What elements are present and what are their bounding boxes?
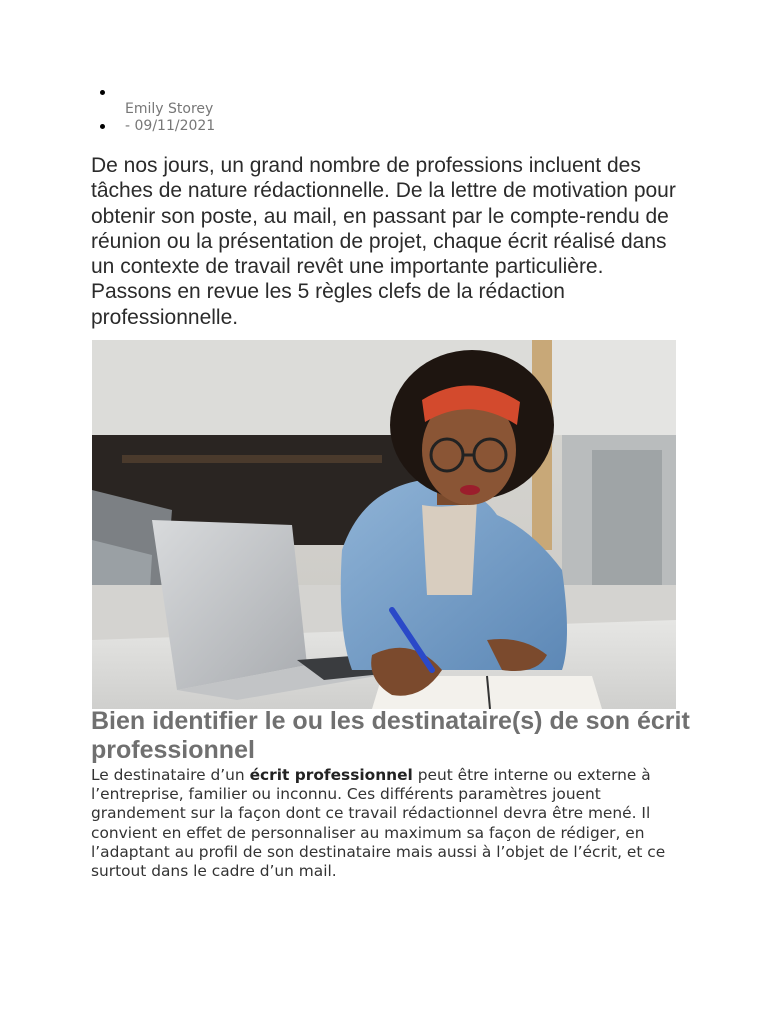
section-body xyxy=(91,766,681,881)
section-heading: Bien identifier le ou les destinataire(s) de son écrit professionnel xyxy=(91,707,690,764)
author-name: Emily Storey xyxy=(125,101,214,117)
hero-photo-woman-writing-at-laptop xyxy=(92,340,676,709)
meta-item-author xyxy=(100,84,215,101)
bullet-icon xyxy=(100,90,105,95)
publish-date: - 09/11/2021 xyxy=(125,118,216,134)
article-intro: De nos jours, un grand nombre de professions incluent des tâches de nature rédactionnelle. De la lettre de motivation pour obtenir son poste, au mail, en passant par le compte-rendu de réunion ou la présentation de projet, chaque écrit réalisé dans un contexte de travail revêt une importante particulière. Passons en revue les 5 règles clefs de la rédaction professionnelle. xyxy=(91,154,676,329)
section-body-keyword: écrit professionnel xyxy=(249,766,413,784)
section-body-text-end: peut être interne ou externe à l’entreprise, familier ou inconnu. Ces différents paramètres jouent grandement sur la façon dont ce travail rédactionnel devra être mené. Il convient en effet de personnaliser au maximum sa façon de rédiger, en l’adaptant au profil de son destinataire mais aussi à l’objet de l’écrit, et ce surtout dans le cadre d’un mail. xyxy=(91,766,666,881)
article-meta-list xyxy=(100,84,215,135)
bullet-icon xyxy=(100,124,105,129)
meta-item-date xyxy=(100,118,215,135)
section-body-text-start: Le destinataire d’un xyxy=(91,766,250,784)
